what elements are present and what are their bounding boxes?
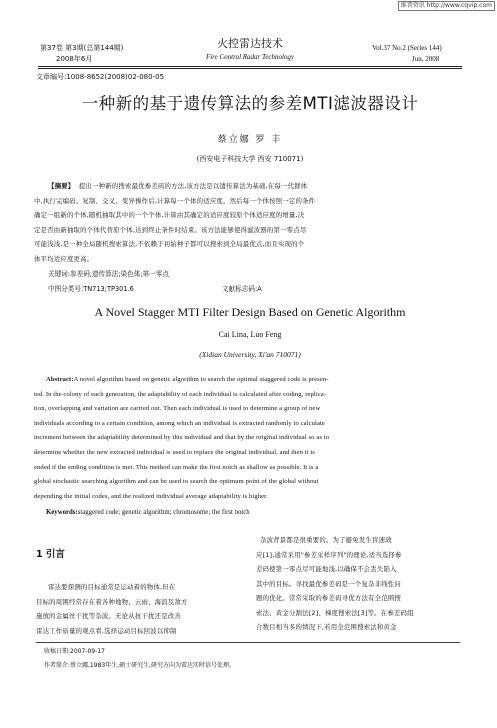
- abstract-cn-line: 提出一种新的搜索最优参差码的方法,该方法是以遗传算法为基础,在每一代群体: [78, 182, 308, 190]
- affiliation-en: (Xidian University, Xi'an 710071): [199, 350, 301, 359]
- journal-title-cn: 火控雷达技术: [217, 37, 283, 50]
- header-rule-bottom: [38, 68, 462, 69]
- keywords-cn: 关键词:参差码;遗传算法;染色体;第一零点: [48, 270, 169, 278]
- abstract-en-line: ted. In the colony of each generation, the adaptability of each individual is calculated after coding, replica-: [34, 390, 327, 398]
- body-line: 施放的金属丝干扰等杂波。无论从抗干扰还是改善: [36, 612, 181, 620]
- abstract-en: [34, 373, 466, 504]
- body-line: 索法、黄金分割法[2]、梯度搜索法[3]等。在参差码组: [256, 608, 414, 617]
- body-line: 雷达工作质量的观点看,选择运动目标回波以抑制: [36, 626, 177, 635]
- journal-title-en: Fire Control Radar Technology: [205, 53, 295, 61]
- paper-title-en: A Novel Stagger MTI Filter Design Based on Genetic Algorithm: [94, 305, 406, 319]
- abstract-cn: [34, 179, 464, 266]
- body-line: 杂波背景都是很重要的。为了避免发生盲速效: [260, 536, 392, 544]
- body-line: 题的优化。常常采取的参差码寻优方法有全范围搜: [256, 594, 401, 602]
- keywords-en: [46, 508, 250, 518]
- section-heading: 1 引言: [36, 549, 65, 560]
- body-line: 雷达要探测的目标通常是运动着的物体,但在: [48, 583, 176, 591]
- classification-clc: 中图分类号:TN713;TP301.6: [48, 285, 134, 293]
- document-code: 文献标志码:A: [222, 285, 262, 293]
- footnote-author-bio: 作者简介:蔡立娜,1983年生,硕士研究生,研究方向为雷达实时信号处理。: [44, 662, 236, 669]
- abstract-en-line: increment between the adaptability determined by this individual and that by the original individual so as to: [34, 434, 330, 442]
- abstract-en-line: A novel algorithm based on genetic algorithm to search the optimal staggered code is presen-: [73, 376, 329, 383]
- header-date-en: Jun. 2008: [412, 55, 440, 63]
- abstract-en-line: individuals according to a certain condition, among which an individual is extracted randomly to calculate: [34, 419, 325, 427]
- body-line: 合数目相当多的情况下,若用全范围搜索法和黄金: [256, 623, 397, 631]
- abstract-en-line: ended if the ending condition is met. This method can make the first notch as shallow as possible. It is a: [34, 463, 319, 471]
- abstract-cn-line: 体平均适应度更高。: [34, 254, 94, 263]
- body-line: 其中的目标。寻找最优参差码是一个复杂非线性问: [256, 579, 401, 588]
- abstract-en-line: depending the initial codes, and the realized individual average adaptability is higher.: [34, 492, 268, 500]
- watermark-stamp: 维普资讯 http://www.cqvip.com: [398, 1, 495, 11]
- authors-en: Cai Lina, Luo Feng: [218, 330, 282, 339]
- header-rule-top: [38, 66, 462, 67]
- footnote-rule: [36, 642, 460, 643]
- authors-cn: 蔡立娜 罗 丰: [217, 135, 283, 145]
- body-line: 差码使第一零点尽可能地浅,以确保不会丢失陷入: [256, 565, 397, 573]
- article-number: 文章编号:1008-8652(2008)02-080-05: [36, 73, 165, 81]
- abstract-cn-line: 中,执行完编码、复制、交叉、变异操作后,计算每一个体的适应度。然后每一个体按照一定的条件: [34, 196, 316, 205]
- keywords-en-text: staggered code; genetic algorithm; chromosome; the first notch: [77, 509, 250, 516]
- abstract-cn-label: 【摘要】: [48, 182, 75, 190]
- keywords-en-label: Keywords:: [46, 509, 78, 516]
- affiliation-cn: (西安电子科技大学 西安 710071): [196, 155, 304, 163]
- abstract-cn-line: 确定一组新的个体,随机抽取其中的一个个体,计算由其确定的适应度较原个体适应度的增量,决: [34, 211, 305, 219]
- section-right-column: [256, 533, 466, 635]
- header-volume-en: Vol.37 No.2 (Series 144): [372, 44, 442, 52]
- footnote-received: 收稿日期:2007-09-17: [44, 648, 105, 655]
- section-left-column: [36, 580, 244, 638]
- abstract-en-line: tion, overlapping and variation are carried out. Then each individual is used to determine a group of new: [34, 405, 321, 413]
- abstract-cn-line: 定是否由新抽取的个体代替原个体,达到终止条件时结束。该方法能够使得滤波器的第一零点尽: [34, 225, 307, 234]
- header-volume-info: 第37卷 第3期(总第144期): [40, 44, 124, 52]
- abstract-en-label: Abstract:: [46, 376, 74, 383]
- abstract-en-line: determine whether the new extracted individual is used to replace the original individual, and then it is: [34, 448, 315, 456]
- body-line: 目标的周围经常存在着各种地物、云雨、海浪及敌方: [36, 597, 188, 606]
- body-line: 应[1],通常采用"参差采样序列"的理论,适当选择参: [256, 550, 402, 559]
- abstract-en-line: global stochastic searching algorithm and can be used to search the optimum point of the global without: [34, 478, 319, 486]
- abstract-cn-line: 可能浅浅,是一种全局随机搜索算法,不依赖于初始种子都可以搜索到全局最优点,而且实现的个: [34, 240, 305, 248]
- header-date: 2008年6月: [56, 55, 93, 63]
- paper-title-cn: 一种新的基于遗传算法的参差MTI滤波器设计: [81, 94, 419, 113]
